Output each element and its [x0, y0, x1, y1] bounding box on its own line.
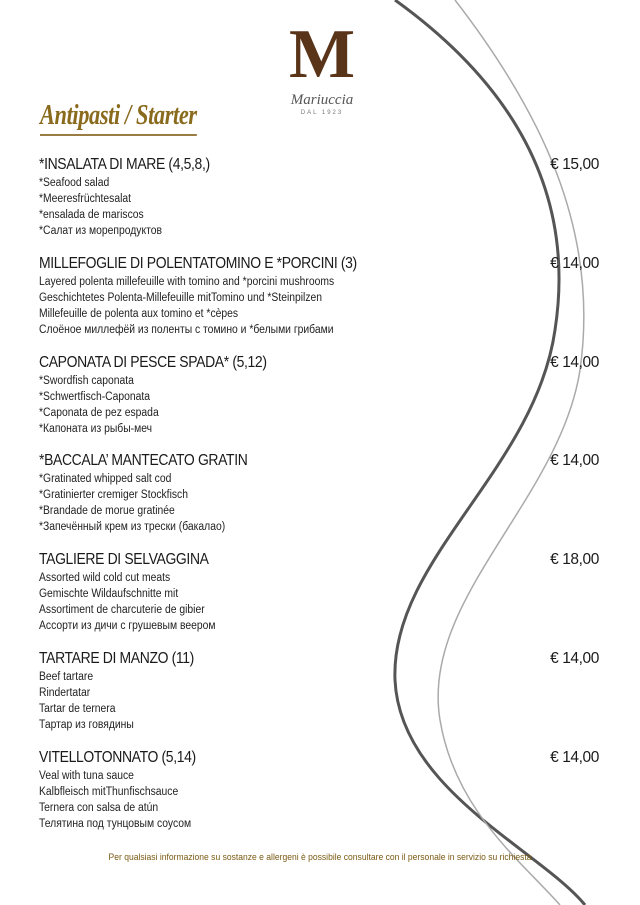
item-description: *Schwertfisch-Caponata	[39, 390, 151, 403]
allergen-note: Per qualsiasi informazione su sostanze e allergeni è possibile consultare con il personale in servizio su richiesta	[108, 852, 532, 863]
menu-item	[39, 650, 599, 733]
logo-name: Mariuccia	[290, 92, 354, 108]
item-price: € 14,00	[550, 650, 599, 667]
item-description: *Салат из морепродуктов	[39, 225, 162, 237]
item-description: Слоёное миллефёй из поленты с томино и *белыми грибами	[39, 323, 334, 336]
logo-since: DAL 1923	[300, 110, 344, 116]
item-description: Kalbfleisch mitThunfischsauce	[39, 785, 179, 798]
item-description: Millefeuille de polenta aux tomino et *cèpes	[39, 307, 239, 320]
item-description: *Gratinated whipped salt cod	[39, 473, 172, 486]
menu-item	[39, 354, 599, 437]
item-description: *Seafood salad	[39, 177, 110, 189]
item-name: TARTARE DI MANZO (11)	[39, 650, 194, 667]
item-description: *Запечённый крем из трески (бакалао)	[39, 521, 226, 534]
item-name: CAPONATA DI PESCE SPADA* (5,12)	[39, 353, 267, 371]
item-description: *Meeresfrüchtesalat	[39, 193, 132, 205]
item-description: *Капоната из рыбы-меч	[39, 422, 153, 435]
item-description: Тартар из говядины	[39, 719, 134, 731]
menu-item	[39, 156, 599, 239]
item-name: TAGLIERE DI SELVAGGINA	[39, 551, 209, 569]
item-description: *Caponata de pez espada	[39, 406, 159, 419]
menu-item	[39, 749, 599, 832]
item-description: Beef tartare	[39, 671, 94, 683]
item-description: Geschichtetes Polenta-Millefeuille mitTomino und *Steinpilzen	[39, 291, 323, 304]
menu-item	[39, 255, 599, 338]
item-description: Assorted wild cold cut meats	[39, 572, 171, 585]
item-price: € 14,00	[550, 748, 599, 766]
item-price: € 18,00	[550, 551, 599, 569]
item-price: € 15,00	[550, 156, 599, 173]
section-title: Antipasti / Starter	[40, 98, 197, 136]
item-description: *ensalada de mariscos	[39, 209, 144, 221]
item-description: Layered polenta millefeuille with tomino and *porcini mushrooms	[39, 275, 335, 288]
menu-item	[39, 551, 599, 634]
item-price: € 14,00	[550, 353, 599, 371]
item-name: *INSALATA DI MARE (4,5,8,)	[39, 156, 210, 173]
item-description: Tartar de ternera	[39, 703, 116, 715]
item-price: € 14,00	[550, 254, 599, 272]
item-price: € 14,00	[550, 452, 599, 470]
item-description: Ассорти из дичи с грушевым веером	[39, 620, 216, 633]
item-name: VITELLOTONNATO (5,14)	[39, 748, 196, 766]
item-description: *Gratinierter cremiger Stockfisch	[39, 489, 188, 502]
item-description: *Swordfish caponata	[39, 374, 134, 387]
item-description: Rindertatar	[39, 687, 91, 699]
item-name: MILLEFOGLIE DI POLENTATOMINO E *PORCINI (3)	[39, 254, 357, 272]
item-description: *Brandade de morue gratinée	[39, 505, 175, 518]
item-description: Assortiment de charcuterie de gibier	[39, 604, 205, 617]
item-description: Телятина под тунцовым соусом	[39, 817, 192, 830]
menu-item	[39, 452, 599, 535]
item-description: Veal with tuna sauce	[39, 769, 134, 782]
item-description: Ternera con salsa de atún	[39, 801, 159, 814]
logo-letter: M	[288, 16, 356, 93]
item-description: Gemischte Wildaufschnitte mit	[39, 588, 179, 601]
item-name: *BACCALA’ MANTECATO GRATIN	[39, 452, 248, 470]
restaurant-logo	[284, 16, 360, 117]
